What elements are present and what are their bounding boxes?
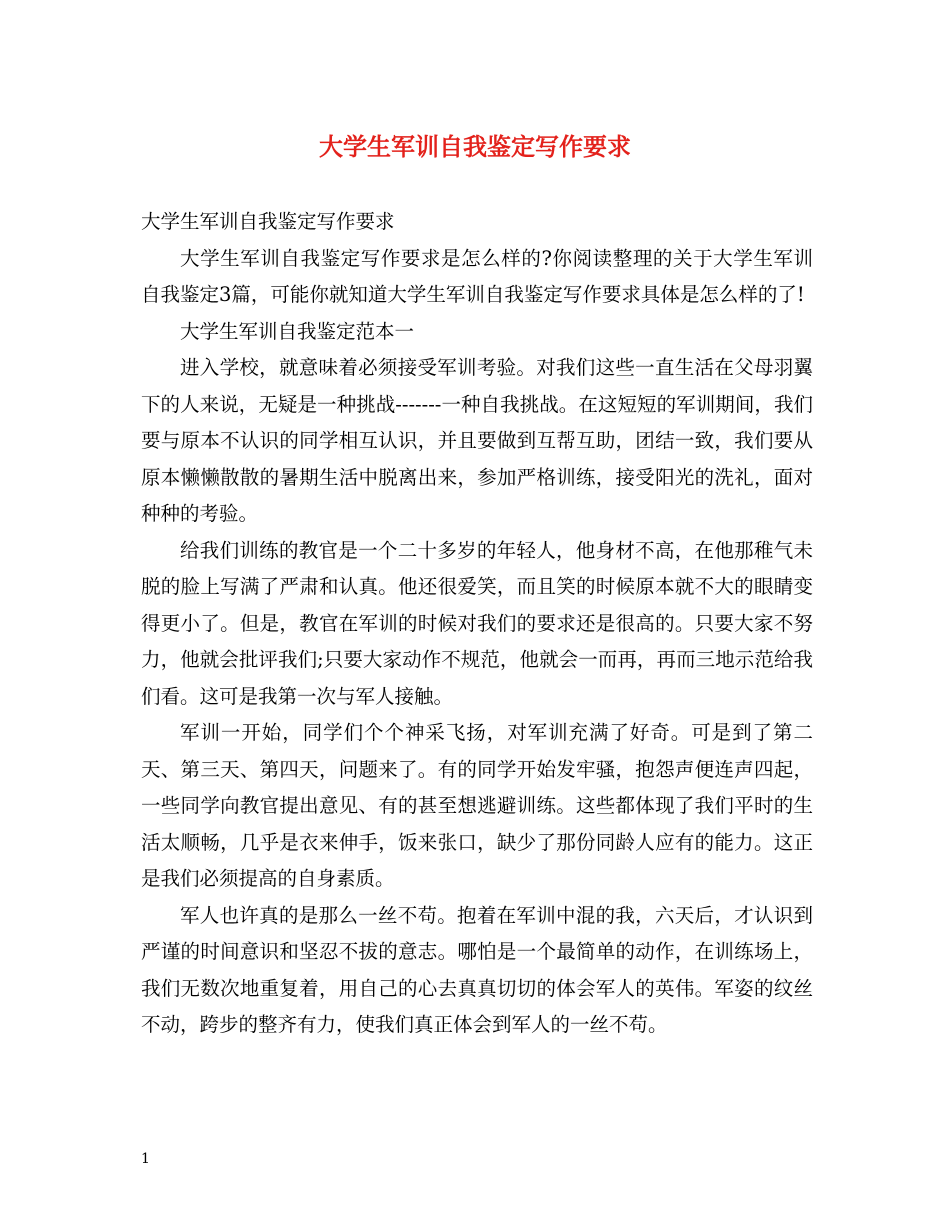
body-paragraph: 大学生军训自我鉴定写作要求是怎么样的?你阅读整理的关于大学生军训自我鉴定3篇，可能你就知道大学生军训自我鉴定写作要求具体是怎么样的了! [141,246,813,306]
body-paragraph: 军人也许真的是那么一丝不苟。抱着在军训中混的我，六天后，才认识到严谨的时间意识和坚忍不拔的意志。哪怕是一个最简单的动作，在训练场上，我们无数次地重复着，用自己的心去真真切切的体会军人的英伟。军姿的纹丝不动，跨步的整齐有力，使我们真正体会到军人的一丝不苟。 [141,903,813,1036]
body-paragraph: 给我们训练的教官是一个二十多岁的年轻人，他身材不高，在他那稚气未脱的脸上写满了严肃和认真。他还很爱笑，而且笑的时候原本就不大的眼睛变得更小了。但是，教官在军训的时候对我们的要求还是很高的。只要大家不努力，他就会批评我们;只要大家动作不规范，他就会一而再，再而三地示范给我们看。这可是我第一次与军人接触。 [141,538,813,708]
body-heading: 大学生军训自我鉴定写作要求 [141,210,395,233]
body-paragraph: 军训一开始，同学们个个神采飞扬，对军训充满了好奇。可是到了第二天、第三天、第四天，问题来了。有的同学开始发牢骚，抱怨声便连声四起，一些同学向教官提出意见、有的甚至想逃避训练。这些都体现了我们平时的生活太顺畅，几乎是衣来伸手，饭来张口，缺少了那份同龄人应有的能力。这正是我们必须提高的自身素质。 [141,721,813,890]
body-paragraph: 进入学校，就意味着必须接受军训考验。对我们这些一直生活在父母羽翼下的人来说，无疑是一种挑战-------一种自我挑战。在这短短的军训期间，我们要与原本不认识的同学相互认识，并且要做到互帮互助，团结一致，我们要从原本懒懒散散的暑期生活中脱离出来，参加严格训练，接受阳光的洗礼，面对种种的考验。 [141,356,813,525]
document-title: 大学生军训自我鉴定写作要求 [319,132,631,161]
page-number: 1 [141,1151,150,1167]
document-body [141,204,813,1044]
section-heading: 大学生军训自我鉴定范本一 [180,319,415,343]
